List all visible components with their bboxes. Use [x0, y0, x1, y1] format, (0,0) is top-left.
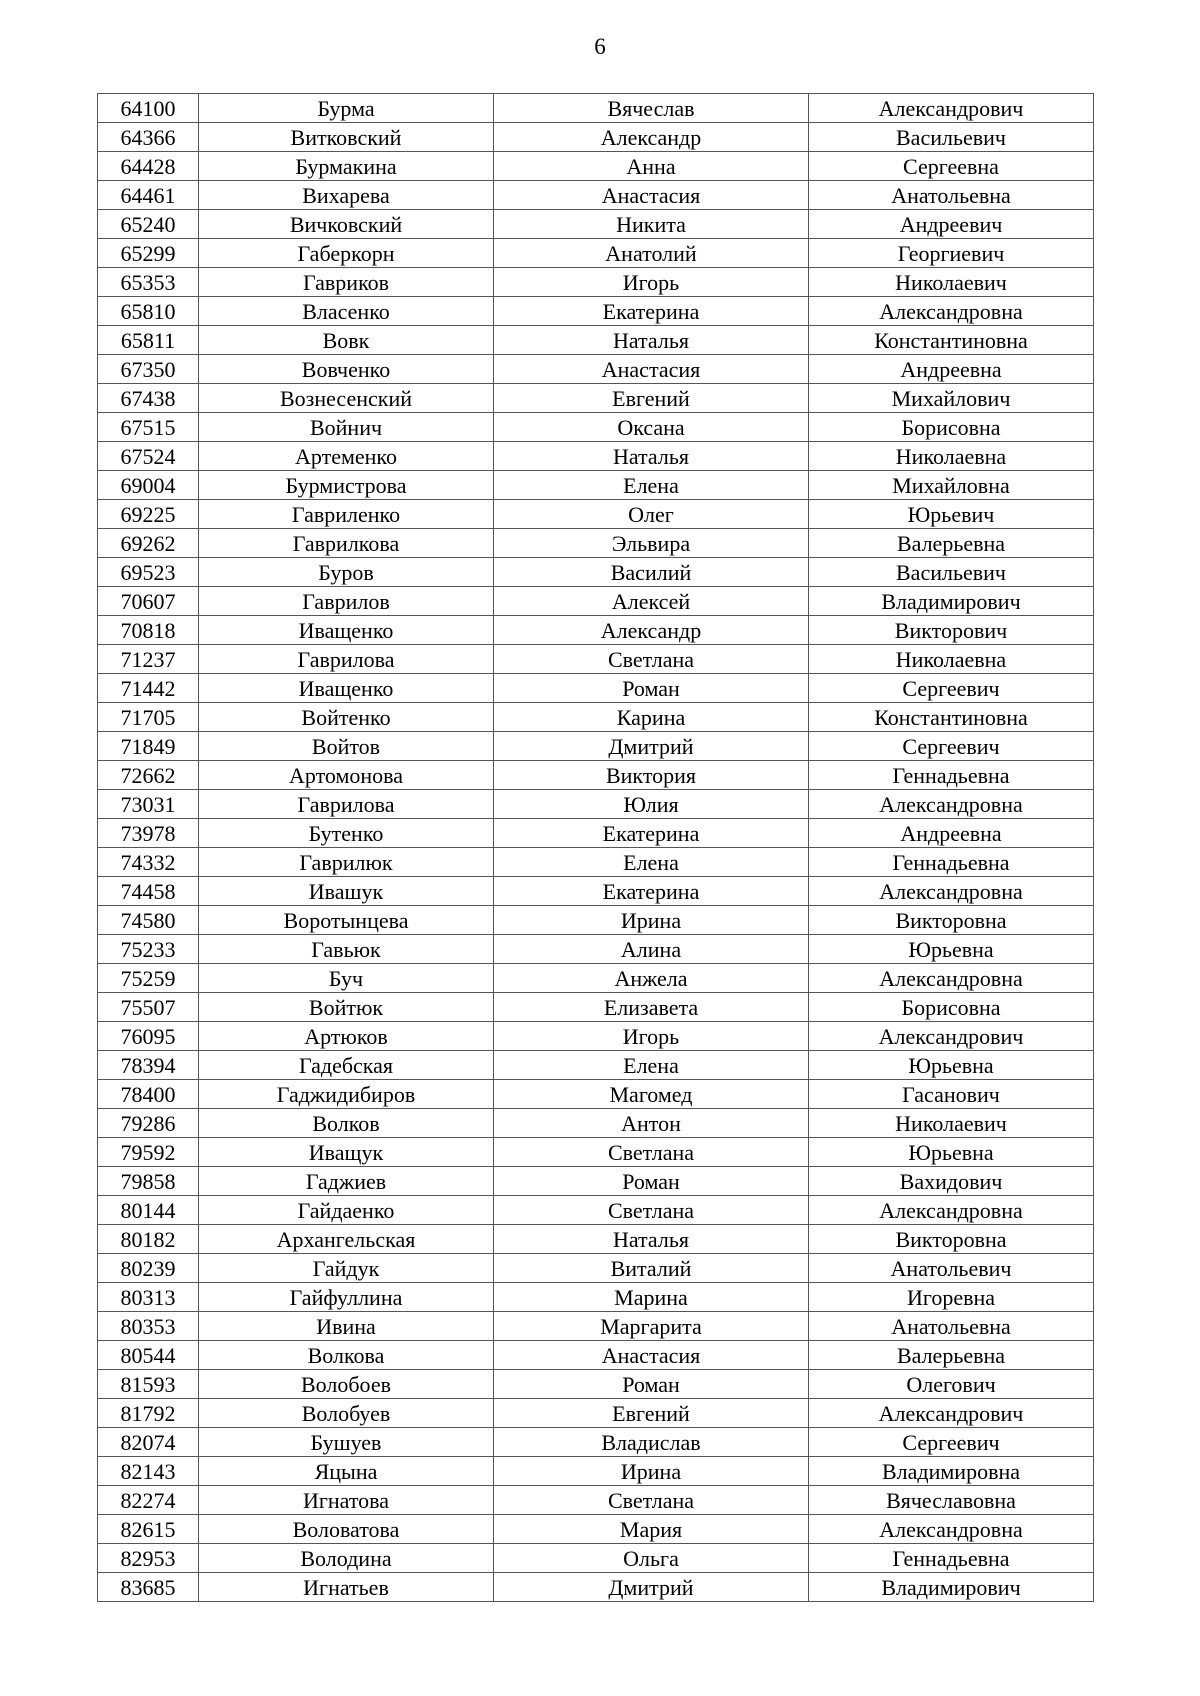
row-number-cell: 74332	[98, 848, 199, 877]
row-number-cell: 82143	[98, 1457, 199, 1486]
table-row	[98, 1283, 1094, 1312]
patronymic-cell: Михайлович	[809, 384, 1094, 413]
first-name-cell: Ольга	[494, 1544, 809, 1573]
table-row	[98, 732, 1094, 761]
first-name-cell: Марина	[494, 1283, 809, 1312]
first-name-cell: Александр	[494, 616, 809, 645]
patronymic-cell: Николаевич	[809, 1109, 1094, 1138]
row-number-cell: 79286	[98, 1109, 199, 1138]
row-number-cell: 78394	[98, 1051, 199, 1080]
patronymic-cell: Гасанович	[809, 1080, 1094, 1109]
row-number-cell: 72662	[98, 761, 199, 790]
row-number-cell: 65240	[98, 210, 199, 239]
row-number-cell: 81593	[98, 1370, 199, 1399]
table-row	[98, 761, 1094, 790]
patronymic-cell: Владимировна	[809, 1457, 1094, 1486]
last-name-cell: Иващук	[199, 1138, 494, 1167]
first-name-cell: Эльвира	[494, 529, 809, 558]
first-name-cell: Алина	[494, 935, 809, 964]
first-name-cell: Роман	[494, 674, 809, 703]
first-name-cell: Евгений	[494, 384, 809, 413]
last-name-cell: Волков	[199, 1109, 494, 1138]
last-name-cell: Бутенко	[199, 819, 494, 848]
last-name-cell: Ивашук	[199, 877, 494, 906]
last-name-cell: Гайдук	[199, 1254, 494, 1283]
page-number: 6	[594, 34, 606, 59]
last-name-cell: Гаджиев	[199, 1167, 494, 1196]
last-name-cell: Вихарева	[199, 181, 494, 210]
patronymic-cell: Борисовна	[809, 993, 1094, 1022]
last-name-cell: Игнатьев	[199, 1573, 494, 1602]
row-number-cell: 65810	[98, 297, 199, 326]
table-row	[98, 442, 1094, 471]
first-name-cell: Наталья	[494, 326, 809, 355]
last-name-cell: Бушуев	[199, 1428, 494, 1457]
row-number-cell: 79858	[98, 1167, 199, 1196]
first-name-cell: Виталий	[494, 1254, 809, 1283]
first-name-cell: Светлана	[494, 1196, 809, 1225]
last-name-cell: Гадебская	[199, 1051, 494, 1080]
last-name-cell: Архангельская	[199, 1225, 494, 1254]
patronymic-cell: Геннадьевна	[809, 761, 1094, 790]
first-name-cell: Анастасия	[494, 181, 809, 210]
last-name-cell: Вознесенский	[199, 384, 494, 413]
first-name-cell: Игорь	[494, 1022, 809, 1051]
last-name-cell: Габеркорн	[199, 239, 494, 268]
first-name-cell: Дмитрий	[494, 1573, 809, 1602]
row-number-cell: 80544	[98, 1341, 199, 1370]
table-row	[98, 964, 1094, 993]
patronymic-cell: Сергеевич	[809, 732, 1094, 761]
first-name-cell: Анастасия	[494, 355, 809, 384]
last-name-cell: Гаврилова	[199, 645, 494, 674]
row-number-cell: 75233	[98, 935, 199, 964]
row-number-cell: 78400	[98, 1080, 199, 1109]
last-name-cell: Воротынцева	[199, 906, 494, 935]
first-name-cell: Екатерина	[494, 877, 809, 906]
table-row	[98, 1428, 1094, 1457]
first-name-cell: Светлана	[494, 645, 809, 674]
last-name-cell: Бурма	[199, 94, 494, 123]
row-number-cell: 75259	[98, 964, 199, 993]
table-row	[98, 1312, 1094, 1341]
last-name-cell: Игнатова	[199, 1486, 494, 1515]
table-row	[98, 297, 1094, 326]
row-number-cell: 70607	[98, 587, 199, 616]
last-name-cell: Яцына	[199, 1457, 494, 1486]
patronymic-cell: Викторович	[809, 616, 1094, 645]
row-number-cell: 79592	[98, 1138, 199, 1167]
patronymic-cell: Геннадьевна	[809, 848, 1094, 877]
row-number-cell: 73978	[98, 819, 199, 848]
patronymic-cell: Вахидович	[809, 1167, 1094, 1196]
table-row	[98, 645, 1094, 674]
row-number-cell: 71442	[98, 674, 199, 703]
patronymic-cell: Юрьевна	[809, 935, 1094, 964]
first-name-cell: Василий	[494, 558, 809, 587]
last-name-cell: Гаврилов	[199, 587, 494, 616]
row-number-cell: 65811	[98, 326, 199, 355]
patronymic-cell: Александрович	[809, 94, 1094, 123]
table-row	[98, 355, 1094, 384]
last-name-cell: Витковский	[199, 123, 494, 152]
table-row	[98, 935, 1094, 964]
table-row	[98, 181, 1094, 210]
table-row	[98, 1196, 1094, 1225]
patronymic-cell: Владимирович	[809, 1573, 1094, 1602]
first-name-cell: Оксана	[494, 413, 809, 442]
patronymic-cell: Юрьевна	[809, 1138, 1094, 1167]
row-number-cell: 70818	[98, 616, 199, 645]
table-row	[98, 123, 1094, 152]
row-number-cell: 80239	[98, 1254, 199, 1283]
last-name-cell: Бурмистрова	[199, 471, 494, 500]
row-number-cell: 80144	[98, 1196, 199, 1225]
patronymic-cell: Олегович	[809, 1370, 1094, 1399]
patronymic-cell: Сергеевна	[809, 152, 1094, 181]
first-name-cell: Наталья	[494, 442, 809, 471]
first-name-cell: Маргарита	[494, 1312, 809, 1341]
patronymic-cell: Сергеевич	[809, 674, 1094, 703]
row-number-cell: 67515	[98, 413, 199, 442]
table-row	[98, 1515, 1094, 1544]
table-row	[98, 268, 1094, 297]
row-number-cell: 65299	[98, 239, 199, 268]
first-name-cell: Светлана	[494, 1486, 809, 1515]
table-row	[98, 587, 1094, 616]
first-name-cell: Виктория	[494, 761, 809, 790]
last-name-cell: Вовк	[199, 326, 494, 355]
last-name-cell: Гайдаенко	[199, 1196, 494, 1225]
table-row	[98, 848, 1094, 877]
row-number-cell: 80182	[98, 1225, 199, 1254]
patronymic-cell: Андреевна	[809, 819, 1094, 848]
table-row	[98, 1341, 1094, 1370]
patronymic-cell: Андреевна	[809, 355, 1094, 384]
first-name-cell: Анжела	[494, 964, 809, 993]
table-row	[98, 877, 1094, 906]
row-number-cell: 82953	[98, 1544, 199, 1573]
table-row	[98, 703, 1094, 732]
table-row	[98, 993, 1094, 1022]
last-name-cell: Гайфуллина	[199, 1283, 494, 1312]
table-row	[98, 1544, 1094, 1573]
table-row	[98, 239, 1094, 268]
first-name-cell: Мария	[494, 1515, 809, 1544]
row-number-cell: 80353	[98, 1312, 199, 1341]
row-number-cell: 64366	[98, 123, 199, 152]
row-number-cell: 82074	[98, 1428, 199, 1457]
first-name-cell: Роман	[494, 1370, 809, 1399]
patronymic-cell: Константиновна	[809, 326, 1094, 355]
table-row	[98, 1138, 1094, 1167]
last-name-cell: Гавриленко	[199, 500, 494, 529]
first-name-cell: Евгений	[494, 1399, 809, 1428]
row-number-cell: 82615	[98, 1515, 199, 1544]
patronymic-cell: Александровна	[809, 964, 1094, 993]
table-row	[98, 616, 1094, 645]
first-name-cell: Юлия	[494, 790, 809, 819]
row-number-cell: 64461	[98, 181, 199, 210]
row-number-cell: 69262	[98, 529, 199, 558]
patronymic-cell: Александровна	[809, 297, 1094, 326]
last-name-cell: Буров	[199, 558, 494, 587]
roster-table	[97, 93, 1094, 1602]
row-number-cell: 76095	[98, 1022, 199, 1051]
last-name-cell: Вовченко	[199, 355, 494, 384]
patronymic-cell: Георгиевич	[809, 239, 1094, 268]
table-row	[98, 790, 1094, 819]
table-row	[98, 1167, 1094, 1196]
table-row	[98, 94, 1094, 123]
last-name-cell: Гаврилова	[199, 790, 494, 819]
row-number-cell: 71705	[98, 703, 199, 732]
row-number-cell: 65353	[98, 268, 199, 297]
row-number-cell: 69004	[98, 471, 199, 500]
first-name-cell: Екатерина	[494, 819, 809, 848]
last-name-cell: Волкова	[199, 1341, 494, 1370]
row-number-cell: 71237	[98, 645, 199, 674]
patronymic-cell: Владимирович	[809, 587, 1094, 616]
last-name-cell: Иващенко	[199, 674, 494, 703]
row-number-cell: 64428	[98, 152, 199, 181]
last-name-cell: Артюков	[199, 1022, 494, 1051]
patronymic-cell: Александрович	[809, 1399, 1094, 1428]
last-name-cell: Гаврилкова	[199, 529, 494, 558]
table-row	[98, 326, 1094, 355]
row-number-cell: 81792	[98, 1399, 199, 1428]
table-row	[98, 1022, 1094, 1051]
last-name-cell: Артеменко	[199, 442, 494, 471]
patronymic-cell: Сергеевич	[809, 1428, 1094, 1457]
table-row	[98, 1051, 1094, 1080]
first-name-cell: Олег	[494, 500, 809, 529]
patronymic-cell: Юрьевич	[809, 500, 1094, 529]
row-number-cell: 83685	[98, 1573, 199, 1602]
table-row	[98, 384, 1094, 413]
table-row	[98, 152, 1094, 181]
patronymic-cell: Юрьевна	[809, 1051, 1094, 1080]
patronymic-cell: Андреевич	[809, 210, 1094, 239]
last-name-cell: Володина	[199, 1544, 494, 1573]
row-number-cell: 67524	[98, 442, 199, 471]
last-name-cell: Войтюк	[199, 993, 494, 1022]
row-number-cell: 69523	[98, 558, 199, 587]
table-row	[98, 819, 1094, 848]
first-name-cell: Игорь	[494, 268, 809, 297]
table-row	[98, 1457, 1094, 1486]
patronymic-cell: Николаевна	[809, 442, 1094, 471]
patronymic-cell: Николаевна	[809, 645, 1094, 674]
patronymic-cell: Игоревна	[809, 1283, 1094, 1312]
first-name-cell: Владислав	[494, 1428, 809, 1457]
row-number-cell: 80313	[98, 1283, 199, 1312]
last-name-cell: Гаврилюк	[199, 848, 494, 877]
last-name-cell: Артомонова	[199, 761, 494, 790]
table-row	[98, 210, 1094, 239]
last-name-cell: Воловатова	[199, 1515, 494, 1544]
table-row	[98, 1399, 1094, 1428]
patronymic-cell: Александровна	[809, 1196, 1094, 1225]
last-name-cell: Власенко	[199, 297, 494, 326]
table-row	[98, 500, 1094, 529]
first-name-cell: Карина	[494, 703, 809, 732]
table-row	[98, 1254, 1094, 1283]
patronymic-cell: Николаевич	[809, 268, 1094, 297]
first-name-cell: Елизавета	[494, 993, 809, 1022]
patronymic-cell: Васильевич	[809, 123, 1094, 152]
table-row	[98, 1225, 1094, 1254]
table-row	[98, 1370, 1094, 1399]
patronymic-cell: Александровна	[809, 1515, 1094, 1544]
row-number-cell: 67350	[98, 355, 199, 384]
row-number-cell: 67438	[98, 384, 199, 413]
first-name-cell: Анастасия	[494, 1341, 809, 1370]
first-name-cell: Никита	[494, 210, 809, 239]
table-row	[98, 558, 1094, 587]
row-number-cell: 82274	[98, 1486, 199, 1515]
first-name-cell: Светлана	[494, 1138, 809, 1167]
row-number-cell: 74458	[98, 877, 199, 906]
first-name-cell: Елена	[494, 471, 809, 500]
first-name-cell: Анатолий	[494, 239, 809, 268]
last-name-cell: Вичковский	[199, 210, 494, 239]
patronymic-cell: Викторовна	[809, 1225, 1094, 1254]
first-name-cell: Анна	[494, 152, 809, 181]
patronymic-cell: Александрович	[809, 1022, 1094, 1051]
last-name-cell: Иващенко	[199, 616, 494, 645]
first-name-cell: Ирина	[494, 1457, 809, 1486]
first-name-cell: Магомед	[494, 1080, 809, 1109]
patronymic-cell: Валерьевна	[809, 529, 1094, 558]
row-number-cell: 71849	[98, 732, 199, 761]
patronymic-cell: Анатольевна	[809, 1312, 1094, 1341]
patronymic-cell: Валерьевна	[809, 1341, 1094, 1370]
last-name-cell: Волобоев	[199, 1370, 494, 1399]
first-name-cell: Антон	[494, 1109, 809, 1138]
first-name-cell: Ирина	[494, 906, 809, 935]
first-name-cell: Александр	[494, 123, 809, 152]
last-name-cell: Гаджидибиров	[199, 1080, 494, 1109]
table-row	[98, 413, 1094, 442]
table-row	[98, 529, 1094, 558]
table-row	[98, 1109, 1094, 1138]
patronymic-cell: Анатольевич	[809, 1254, 1094, 1283]
first-name-cell: Дмитрий	[494, 732, 809, 761]
patronymic-cell: Михайловна	[809, 471, 1094, 500]
last-name-cell: Войнич	[199, 413, 494, 442]
first-name-cell: Наталья	[494, 1225, 809, 1254]
patronymic-cell: Васильевич	[809, 558, 1094, 587]
last-name-cell: Ивина	[199, 1312, 494, 1341]
last-name-cell: Войтов	[199, 732, 494, 761]
last-name-cell: Гавриков	[199, 268, 494, 297]
first-name-cell: Вячеслав	[494, 94, 809, 123]
patronymic-cell: Викторовна	[809, 906, 1094, 935]
table-row	[98, 1573, 1094, 1602]
table-row	[98, 906, 1094, 935]
row-number-cell: 74580	[98, 906, 199, 935]
row-number-cell: 75507	[98, 993, 199, 1022]
row-number-cell: 64100	[98, 94, 199, 123]
roster-table-body	[98, 94, 1094, 1602]
first-name-cell: Елена	[494, 848, 809, 877]
first-name-cell: Елена	[494, 1051, 809, 1080]
patronymic-cell: Вячеславовна	[809, 1486, 1094, 1515]
patronymic-cell: Геннадьевна	[809, 1544, 1094, 1573]
table-row	[98, 1080, 1094, 1109]
patronymic-cell: Борисовна	[809, 413, 1094, 442]
row-number-cell: 73031	[98, 790, 199, 819]
last-name-cell: Войтенко	[199, 703, 494, 732]
patronymic-cell: Александровна	[809, 877, 1094, 906]
patronymic-cell: Константиновна	[809, 703, 1094, 732]
table-row	[98, 674, 1094, 703]
last-name-cell: Бурмакина	[199, 152, 494, 181]
last-name-cell: Гавьюк	[199, 935, 494, 964]
table-row	[98, 1486, 1094, 1515]
patronymic-cell: Александровна	[809, 790, 1094, 819]
row-number-cell: 69225	[98, 500, 199, 529]
last-name-cell: Буч	[199, 964, 494, 993]
first-name-cell: Алексей	[494, 587, 809, 616]
table-row	[98, 471, 1094, 500]
first-name-cell: Екатерина	[494, 297, 809, 326]
patronymic-cell: Анатольевна	[809, 181, 1094, 210]
last-name-cell: Волобуев	[199, 1399, 494, 1428]
first-name-cell: Роман	[494, 1167, 809, 1196]
